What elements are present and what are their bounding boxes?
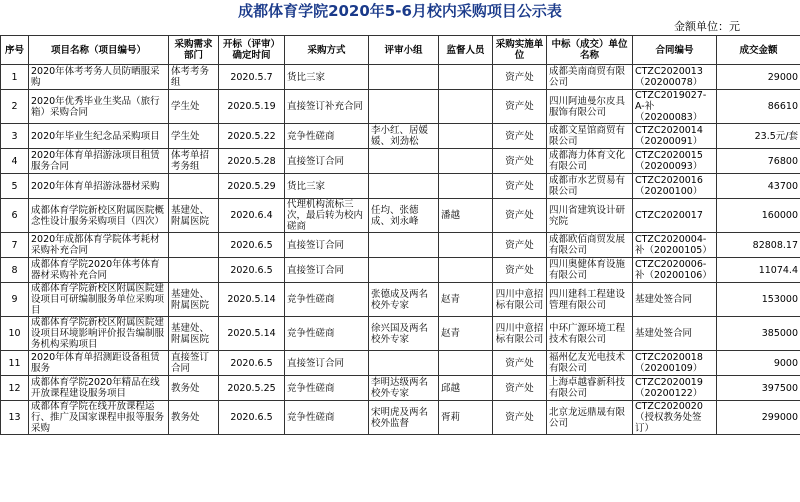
cell-col-method: 直接签订合同 [285, 149, 369, 174]
cell-col-project-name: 成都体育学院2020年精品在线开放课程建设服务项目 [29, 376, 169, 401]
cell-col-amount: 86610 [717, 90, 800, 124]
cell-col-panel [369, 351, 439, 376]
cell-col-date: 2020.5.22 [219, 124, 285, 149]
table-row [1, 199, 800, 233]
cell-col-winner: 四川奥健体育设施有限公司 [547, 258, 633, 283]
cell-col-supervisor [439, 90, 493, 124]
cell-col-index: 7 [1, 233, 29, 258]
cell-col-amount: 153000 [717, 283, 800, 317]
cell-col-department: 直接签订合同 [169, 351, 219, 376]
cell-col-amount: 385000 [717, 317, 800, 351]
cell-col-supervisor [439, 65, 493, 90]
cell-col-amount: 11074.4 [717, 258, 800, 283]
header-col-contract-no: 合同编号 [633, 36, 717, 65]
cell-col-supervisor: 赵青 [439, 317, 493, 351]
table-row [1, 233, 800, 258]
cell-col-winner: 成都海力体育文化有限公司 [547, 149, 633, 174]
cell-col-department [169, 233, 219, 258]
header-col-panel: 评审小组 [369, 36, 439, 65]
cell-col-supervisor: 赵青 [439, 283, 493, 317]
cell-col-method: 直接签订合同 [285, 351, 369, 376]
table-row [1, 174, 800, 199]
cell-col-project-name: 成都体育学院新校区附属医院建设项目环境影响评价报告编制服务机构采购项目 [29, 317, 169, 351]
cell-col-implementer: 资产处 [493, 65, 547, 90]
cell-col-implementer: 资产处 [493, 174, 547, 199]
cell-col-project-name: 2020年体育单招游泳器材采购 [29, 174, 169, 199]
cell-col-method: 直接签订合同 [285, 258, 369, 283]
cell-col-panel: 张德成及两名校外专家 [369, 283, 439, 317]
cell-col-implementer: 资产处 [493, 149, 547, 174]
cell-col-department: 基建处、附属医院 [169, 199, 219, 233]
cell-col-winner: 成都文星馆商贸有限公司 [547, 124, 633, 149]
table-row [1, 90, 800, 124]
cell-col-method: 直接签订合同 [285, 233, 369, 258]
cell-col-project-name: 2020年毕业生纪念品采购项目 [29, 124, 169, 149]
header-col-department: 采购需求部门 [169, 36, 219, 65]
cell-col-index: 4 [1, 149, 29, 174]
cell-col-supervisor [439, 258, 493, 283]
cell-col-amount: 76800 [717, 149, 800, 174]
cell-col-department: 体考考务组 [169, 65, 219, 90]
cell-col-date: 2020.6.5 [219, 258, 285, 283]
cell-col-index: 1 [1, 65, 29, 90]
table-body [1, 65, 800, 435]
cell-col-date: 2020.5.19 [219, 90, 285, 124]
cell-col-implementer: 资产处 [493, 351, 547, 376]
cell-col-supervisor [439, 149, 493, 174]
cell-col-project-name: 成都体育学院2020年体考体育器材采购补充合同 [29, 258, 169, 283]
cell-col-winner: 四川阿迪曼尔皮具服饰有限公司 [547, 90, 633, 124]
cell-col-method: 竞争性磋商 [285, 401, 369, 435]
header-col-project-name: 项目名称（项目编号） [29, 36, 169, 65]
cell-col-contract-no: 基建处签合同 [633, 317, 717, 351]
cell-col-supervisor: 潘越 [439, 199, 493, 233]
table-row [1, 376, 800, 401]
cell-col-contract-no: CTZC2020020（授权教务处签订） [633, 401, 717, 435]
cell-col-panel: 李小红、居媛媛、刘劲松 [369, 124, 439, 149]
cell-col-implementer: 资产处 [493, 124, 547, 149]
cell-col-date: 2020.5.25 [219, 376, 285, 401]
table-row [1, 258, 800, 283]
cell-col-implementer: 资产处 [493, 199, 547, 233]
page-title: 成都体育学院2020年5-6月校内采购项目公示表 [238, 2, 562, 20]
cell-col-winner: 成都美南商贸有限公司 [547, 65, 633, 90]
cell-col-department: 学生处 [169, 124, 219, 149]
cell-col-panel [369, 233, 439, 258]
cell-col-implementer: 资产处 [493, 233, 547, 258]
cell-col-method: 竞争性磋商 [285, 124, 369, 149]
cell-col-winner: 四川建科工程建设管理有限公司 [547, 283, 633, 317]
table-row [1, 401, 800, 435]
cell-col-amount: 299000 [717, 401, 800, 435]
cell-col-winner: 中环广源环境工程技术有限公司 [547, 317, 633, 351]
header-col-implementer: 采购实施单位 [493, 36, 547, 65]
procurement-table [0, 35, 800, 435]
cell-col-winner: 成都欧佰商贸发展有限公司 [547, 233, 633, 258]
cell-col-date: 2020.6.5 [219, 401, 285, 435]
cell-col-index: 9 [1, 283, 29, 317]
cell-col-supervisor [439, 351, 493, 376]
cell-col-date: 2020.5.28 [219, 149, 285, 174]
cell-col-supervisor [439, 174, 493, 199]
table-row [1, 65, 800, 90]
cell-col-panel [369, 174, 439, 199]
cell-col-department: 教务处 [169, 401, 219, 435]
header-row [1, 36, 800, 65]
cell-col-panel [369, 65, 439, 90]
cell-col-supervisor: 邱越 [439, 376, 493, 401]
cell-col-contract-no: CTZC2020004-补（20200105） [633, 233, 717, 258]
cell-col-department [169, 258, 219, 283]
cell-col-winner: 北京龙远鼎晟有限公司 [547, 401, 633, 435]
header-col-date: 开标（评审）确定时间 [219, 36, 285, 65]
currency-unit-label: 金额单位：元 [674, 20, 740, 33]
cell-col-implementer: 四川中意招标有限公司 [493, 317, 547, 351]
header-col-winner: 中标（成交）单位名称 [547, 36, 633, 65]
cell-col-department: 体考单招考务组 [169, 149, 219, 174]
header-col-index: 序号 [1, 36, 29, 65]
cell-col-project-name: 2020年体考考务人员防晒服采购 [29, 65, 169, 90]
cell-col-index: 8 [1, 258, 29, 283]
cell-col-implementer: 四川中意招标有限公司 [493, 283, 547, 317]
cell-col-method: 代理机构流标三次，最后转为校内磋商 [285, 199, 369, 233]
table-row [1, 124, 800, 149]
cell-col-panel: 宋明虎及两名校外监督 [369, 401, 439, 435]
cell-col-implementer: 资产处 [493, 376, 547, 401]
cell-col-contract-no: CTZC2020019（20200122） [633, 376, 717, 401]
cell-col-date: 2020.5.14 [219, 283, 285, 317]
cell-col-method: 竞争性磋商 [285, 376, 369, 401]
table-row [1, 351, 800, 376]
cell-col-winner: 四川省建筑设计研究院 [547, 199, 633, 233]
cell-col-amount: 23.5元/套 [717, 124, 800, 149]
cell-col-index: 3 [1, 124, 29, 149]
cell-col-project-name: 成都体育学院新校区附属医院建设项目可研编制服务单位采购项目 [29, 283, 169, 317]
cell-col-panel: 李明达级两名校外专家 [369, 376, 439, 401]
cell-col-winner: 成都市水艺贸易有限公司 [547, 174, 633, 199]
cell-col-amount: 43700 [717, 174, 800, 199]
cell-col-index: 12 [1, 376, 29, 401]
cell-col-panel: 徐兴国及两名校外专家 [369, 317, 439, 351]
table-row [1, 317, 800, 351]
cell-col-project-name: 2020年优秀毕业生奖品（旅行箱）采购合同 [29, 90, 169, 124]
cell-col-implementer: 资产处 [493, 258, 547, 283]
cell-col-index: 5 [1, 174, 29, 199]
cell-col-panel: 任均、张德成、刘永峰 [369, 199, 439, 233]
cell-col-project-name: 2020年体育单招测距设备租赁服务 [29, 351, 169, 376]
cell-col-project-name: 成都体育学院新校区附属医院概念性设计服务采购项目（四次） [29, 199, 169, 233]
cell-col-date: 2020.6.5 [219, 233, 285, 258]
cell-col-date: 2020.5.14 [219, 317, 285, 351]
cell-col-method: 竞争性磋商 [285, 317, 369, 351]
cell-col-contract-no: 基建处签合同 [633, 283, 717, 317]
cell-col-method: 货比三家 [285, 65, 369, 90]
cell-col-supervisor [439, 233, 493, 258]
cell-col-date: 2020.6.5 [219, 351, 285, 376]
table-row [1, 283, 800, 317]
cell-col-amount: 29000 [717, 65, 800, 90]
cell-col-method: 竞争性磋商 [285, 283, 369, 317]
cell-col-amount: 397500 [717, 376, 800, 401]
cell-col-method: 直接签订补充合同 [285, 90, 369, 124]
cell-col-project-name: 成都体育学院在线开放课程运行、推广及国家课程申报等服务采购 [29, 401, 169, 435]
cell-col-department: 教务处 [169, 376, 219, 401]
table-row [1, 149, 800, 174]
cell-col-contract-no: CTZC2020014（20200091） [633, 124, 717, 149]
cell-col-project-name: 2020年成都体育学院体考耗材采购补充合同 [29, 233, 169, 258]
cell-col-index: 10 [1, 317, 29, 351]
cell-col-panel [369, 149, 439, 174]
cell-col-supervisor: 胥莉 [439, 401, 493, 435]
cell-col-project-name: 2020年体育单招游泳项目租赁服务合同 [29, 149, 169, 174]
cell-col-contract-no: CTZC2020015（20200093） [633, 149, 717, 174]
cell-col-department: 基建处、附属医院 [169, 317, 219, 351]
cell-col-date: 2020.5.7 [219, 65, 285, 90]
cell-col-contract-no: CTZC2019027-A-补（20200083） [633, 90, 717, 124]
cell-col-amount: 82808.17 [717, 233, 800, 258]
cell-col-winner: 上海卓越睿新科技有限公司 [547, 376, 633, 401]
cell-col-method: 货比三家 [285, 174, 369, 199]
cell-col-contract-no: CTZC2020016（20200100） [633, 174, 717, 199]
cell-col-index: 2 [1, 90, 29, 124]
header-col-supervisor: 监督人员 [439, 36, 493, 65]
cell-col-index: 6 [1, 199, 29, 233]
cell-col-department: 学生处 [169, 90, 219, 124]
cell-col-panel [369, 258, 439, 283]
cell-col-contract-no: CTZC2020006-补（20200106） [633, 258, 717, 283]
cell-col-contract-no: CTZC2020013（20200078） [633, 65, 717, 90]
cell-col-date: 2020.6.4 [219, 199, 285, 233]
cell-col-contract-no: CTZC2020018（20200109） [633, 351, 717, 376]
cell-col-panel [369, 90, 439, 124]
cell-col-winner: 福州亿友光电技术有限公司 [547, 351, 633, 376]
cell-col-amount: 9000 [717, 351, 800, 376]
cell-col-date: 2020.5.29 [219, 174, 285, 199]
cell-col-implementer: 资产处 [493, 90, 547, 124]
cell-col-contract-no: CTZC2020017 [633, 199, 717, 233]
cell-col-index: 11 [1, 351, 29, 376]
cell-col-department: 基建处、附属医院 [169, 283, 219, 317]
cell-col-supervisor [439, 124, 493, 149]
cell-col-amount: 160000 [717, 199, 800, 233]
header-col-method: 采购方式 [285, 36, 369, 65]
cell-col-implementer: 资产处 [493, 401, 547, 435]
cell-col-index: 13 [1, 401, 29, 435]
header-col-amount: 成交金额 [717, 36, 800, 65]
cell-col-department [169, 174, 219, 199]
